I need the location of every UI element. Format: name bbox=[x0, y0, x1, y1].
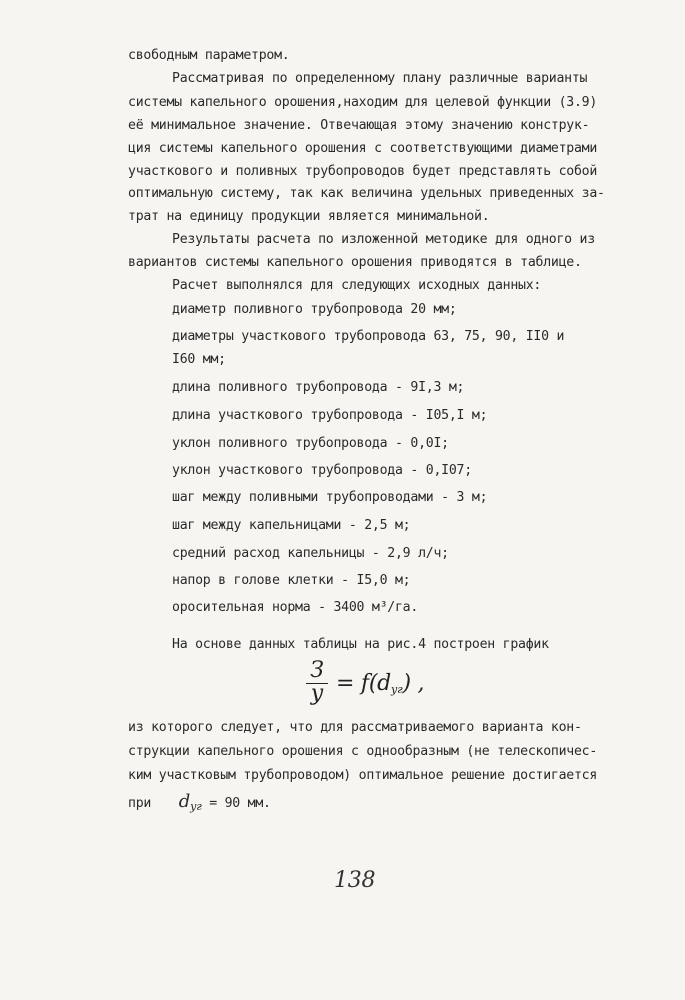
text-line: трат на единицу продукции является минимальной. bbox=[128, 209, 490, 224]
input-data-item: уклон участкового трубопровода - 0,I07; bbox=[172, 463, 472, 478]
text-line: свободным параметром. bbox=[128, 48, 290, 63]
text-line: Рассматривая по определенному плану различные варианты bbox=[172, 71, 588, 86]
text-line: струкции капельного орошения с однообразным (не телескопичес- bbox=[128, 744, 598, 759]
input-data-item: оросительная норма - 3400 м³/га. bbox=[172, 600, 419, 615]
text-fragment: при bbox=[128, 796, 152, 811]
optimum-line bbox=[128, 791, 271, 815]
input-data-item: шаг между капельницами - 2,5 м; bbox=[172, 518, 411, 533]
text-line: из которого следует, что для рассматриваемого варианта кон- bbox=[128, 720, 582, 735]
input-data-item: длина поливного трубопровода - 9I,3 м; bbox=[172, 380, 465, 395]
text-line: участкового и поливных трубопроводов будет представлять собой bbox=[128, 164, 598, 179]
optimum-variable bbox=[179, 791, 202, 812]
formula-fraction bbox=[306, 660, 328, 704]
input-data-item: уклон поливного трубопровода - 0,0I; bbox=[172, 436, 449, 451]
text-line: оптимальную систему, так как величина удельных приведенных за- bbox=[128, 186, 605, 201]
text-line: ким участковым трубопроводом) оптимальное решение достигается bbox=[128, 768, 598, 783]
text-line: её минимальное значение. Отвечающая этому значению конструк- bbox=[128, 118, 590, 133]
page-number: 138 bbox=[334, 868, 376, 893]
formula-denominator: у bbox=[310, 681, 324, 706]
text-line: ция системы капельного орошения с соответствующими диаметрами bbox=[128, 141, 598, 156]
formula-rhs bbox=[336, 671, 424, 696]
formula-tail: ) , bbox=[402, 671, 425, 696]
input-data-item: диаметр поливного трубопровода 20 мм; bbox=[172, 302, 457, 317]
input-data-item: напор в голове клетки - I5,0 м; bbox=[172, 573, 411, 588]
formula-rhs-main: = f(d bbox=[336, 671, 391, 696]
optimum-subscript: уг bbox=[190, 800, 202, 813]
text-line: вариантов системы капельного орошения приводятся в таблице. bbox=[128, 255, 582, 270]
input-data-item: диаметры участкового трубопровода 63, 75, 90, II0 и bbox=[172, 329, 565, 344]
text-line: Результаты расчета по изложенной методике для одного из bbox=[172, 232, 595, 247]
input-data-item: длина участкового трубопровода - I05,I м; bbox=[172, 408, 488, 423]
input-data-item: I60 мм; bbox=[172, 352, 226, 367]
text-line: Расчет выполнялся для следующих исходных данных: bbox=[172, 278, 542, 293]
text-line: На основе данных таблицы на рис.4 построен график bbox=[172, 637, 549, 652]
input-data-item: шаг между поливными трубопроводами - 3 м; bbox=[172, 490, 488, 505]
formula-numerator: З bbox=[310, 658, 324, 683]
optimum-var: d bbox=[178, 791, 191, 812]
text-line: системы капельного орошения,находим для целевой функции (3.9) bbox=[128, 95, 598, 110]
input-data-item: средний расход капельницы - 2,9 л/ч; bbox=[172, 546, 449, 561]
formula-subscript: уг bbox=[391, 683, 403, 696]
optimum-value: = 90 мм. bbox=[209, 796, 271, 811]
